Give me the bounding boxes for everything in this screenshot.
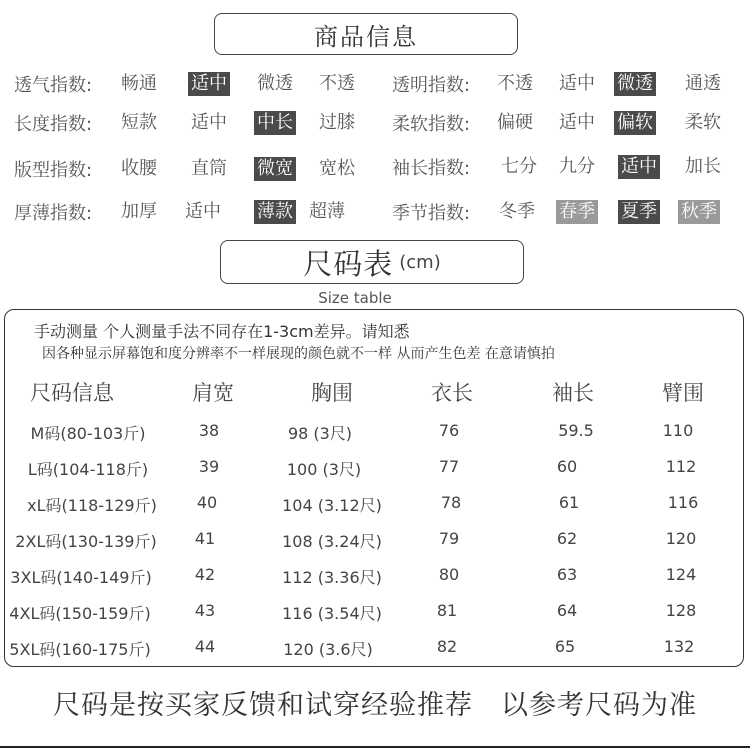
attr-option: 短款: [121, 112, 157, 133]
attr-option-selected: 适中: [618, 155, 660, 179]
attr-row-transparency: [392, 70, 742, 98]
cell-chest: 116 (3.54尺): [282, 604, 382, 623]
cell-sleeve: 65: [554, 637, 576, 656]
attr-label: 袖长指数:: [392, 158, 471, 179]
attr-row-sleeve: [392, 153, 742, 181]
cell-length: 76: [438, 421, 460, 440]
cell-shoulder: 43: [194, 601, 216, 620]
attr-option: 适中: [191, 112, 227, 133]
cell-length: 77: [438, 457, 460, 476]
header-chest: 胸围: [311, 381, 353, 405]
cell-size: 3XL码(140-149斤): [10, 568, 152, 587]
cell-sleeve: 59.5: [558, 421, 594, 440]
attr-option: 适中: [185, 201, 221, 222]
cell-sleeve: 60: [556, 457, 578, 476]
cell-sleeve: 61: [558, 493, 580, 512]
cell-chest: 100 (3尺): [286, 460, 362, 479]
bottom-divider: [0, 746, 750, 748]
cell-shoulder: 42: [194, 565, 216, 584]
cell-chest: 120 (3.6尺): [283, 640, 373, 659]
header-size: 尺码信息: [30, 381, 114, 405]
attr-label: 透明指数:: [392, 75, 471, 96]
cell-shoulder: 40: [196, 493, 218, 512]
attr-option-selected: 春季: [556, 200, 598, 224]
cell-length: 79: [438, 529, 460, 548]
size-table-title: [220, 240, 524, 284]
attr-row-softness: [392, 109, 742, 137]
cell-arm: 124: [665, 565, 697, 584]
attr-row-fit: [14, 155, 384, 183]
attr-option: 过膝: [319, 112, 355, 133]
cell-size: 2XL码(130-139斤): [15, 532, 157, 551]
cell-chest: 98 (3尺): [287, 424, 353, 443]
attr-label: 季节指数:: [392, 203, 471, 224]
cell-shoulder: 39: [198, 457, 220, 476]
cell-size: 5XL码(160-175斤): [9, 640, 151, 659]
cell-chest: 112 (3.36尺): [282, 568, 382, 587]
attr-option: 加厚: [121, 201, 157, 222]
cell-arm: 128: [665, 601, 697, 620]
header-sleeve: 袖长: [552, 381, 594, 405]
cell-arm: 112: [665, 457, 697, 476]
cell-sleeve: 63: [556, 565, 578, 584]
attr-label: 柔软指数:: [392, 114, 471, 135]
cell-length: 81: [436, 601, 458, 620]
cell-size: L码(104-118斤): [27, 460, 149, 479]
attr-option: 适中: [559, 112, 595, 133]
attr-option: 微透: [257, 73, 293, 94]
attr-option: 柔软: [685, 112, 721, 133]
attr-option: 宽松: [319, 158, 355, 179]
attr-option: 通透: [685, 73, 721, 94]
footer-note: [0, 683, 750, 722]
cell-length: 80: [438, 565, 460, 584]
cell-sleeve: 62: [556, 529, 578, 548]
attr-option: 不透: [497, 73, 533, 94]
footer-right: 以参考尺码为准: [501, 690, 697, 721]
cell-sleeve: 64: [556, 601, 578, 620]
size-table-subtitle: Size table: [318, 289, 392, 307]
attr-option: 收腰: [121, 158, 157, 179]
attr-option-selected: 偏软: [614, 111, 656, 135]
attr-option-selected: 秋季: [678, 200, 720, 224]
attr-option: 加长: [685, 156, 721, 177]
attr-option-selected: 微透: [614, 72, 656, 96]
cell-size: xL码(118-129斤): [27, 496, 157, 515]
cell-shoulder: 44: [194, 637, 216, 656]
attr-option-selected: 夏季: [618, 200, 660, 224]
attr-option-selected: 薄款: [254, 200, 296, 224]
color-note: 因各种显示屏幕饱和度分辨率不一样展现的颜色就不一样 从而产生色差 在意请慎拍: [42, 346, 555, 362]
cell-chest: 108 (3.24尺): [282, 532, 382, 551]
attr-option: 直筒: [191, 158, 227, 179]
cell-chest: 104 (3.12尺): [282, 496, 382, 515]
attr-row-season: [392, 198, 742, 226]
product-info-title: [214, 13, 518, 55]
cell-arm: 110: [662, 421, 694, 440]
cell-shoulder: 41: [194, 529, 216, 548]
header-arm: 臂围: [662, 381, 704, 405]
attr-option-selected: 适中: [188, 72, 230, 96]
attr-label: 长度指数:: [14, 114, 93, 135]
header-length: 衣长: [431, 381, 473, 405]
cell-arm: 132: [663, 637, 695, 656]
attr-option: 畅通: [121, 73, 157, 94]
attr-option: 九分: [559, 156, 595, 177]
attr-label: 厚薄指数:: [14, 203, 93, 224]
attr-label: 版型指数:: [14, 160, 93, 181]
attr-option: 冬季: [499, 201, 535, 222]
cell-arm: 120: [665, 529, 697, 548]
attr-row-breathability: [14, 70, 384, 98]
attr-label: 透气指数:: [14, 75, 93, 96]
attr-option: 七分: [501, 156, 537, 177]
attr-option-selected: 中长: [254, 111, 296, 135]
cell-shoulder: 38: [198, 421, 220, 440]
attr-option-selected: 微宽: [254, 157, 296, 181]
attr-option: 适中: [559, 73, 595, 94]
size-table-title-text: 尺码表: [303, 246, 394, 281]
attr-row-length: [14, 109, 384, 137]
cell-size: 4XL码(150-159斤): [9, 604, 151, 623]
cell-length: 78: [440, 493, 462, 512]
measurement-note: 手动测量 个人测量手法不同存在1-3cm差异。请知悉: [34, 322, 410, 341]
footer-left: 尺码是按买家反馈和试穿经验推荐: [53, 690, 473, 721]
size-table-unit: (cm): [399, 251, 441, 273]
cell-size: M码(80-103斤): [30, 424, 146, 443]
cell-arm: 116: [667, 493, 699, 512]
attr-option: 超薄: [309, 201, 345, 222]
product-info-title-text: 商品信息: [314, 22, 418, 51]
attr-option: 偏硬: [497, 112, 533, 133]
cell-length: 82: [436, 637, 458, 656]
attr-row-thickness: [14, 198, 384, 226]
attr-option: 不透: [319, 73, 355, 94]
header-shoulder: 肩宽: [192, 381, 234, 405]
